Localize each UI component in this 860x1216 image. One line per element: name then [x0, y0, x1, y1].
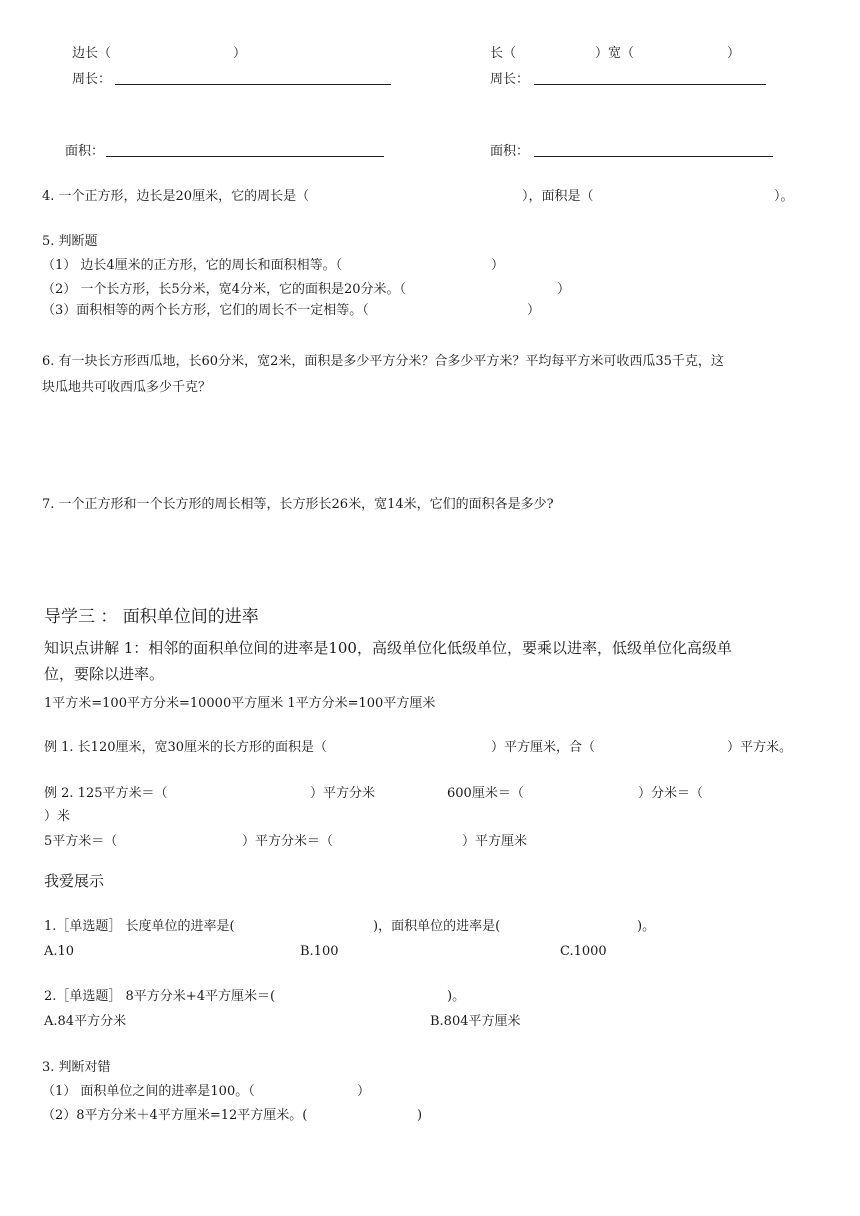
q5-item-3-close: ） [527, 303, 541, 318]
mc1-text-b: )，面积单位的进率是( [373, 919, 501, 934]
mc1-option-b[interactable]: B.100 [300, 944, 339, 959]
perimeter-answer-line-left[interactable] [115, 84, 391, 85]
ex1-text-a: 例 1. 长120厘米，宽30厘米的长方形的面积是（ [44, 740, 328, 755]
length-label: 长（ [490, 46, 517, 61]
q4-text-a: 4. 一个正方形，边长是20厘米，它的周长是（ [42, 189, 310, 204]
width-close: ） [727, 46, 741, 61]
show-title: 我爱展示 [44, 872, 105, 890]
q5-item-1: （1） 边长4厘米的正方形，它的周长和面积相等。（ [42, 258, 343, 273]
tf3-item-2-close: ) [417, 1108, 423, 1123]
ex2-text-h: ）平方厘米 [462, 834, 528, 849]
ex1-text-b: ）平方厘米，合（ [491, 740, 596, 755]
q5-item-2-close: ） [557, 282, 571, 297]
mc1-text-a: 1.［单选题］ 长度单位的进率是( [44, 919, 235, 934]
mc2-option-a[interactable]: A.84平方分米 [44, 1014, 127, 1029]
tf3-item-2: （2）8平方分米＋4平方厘米=12平方厘米。( [42, 1108, 308, 1123]
mc2-text-b: )。 [447, 989, 466, 1004]
q4-text-c: ）。 [774, 189, 794, 204]
ex2-text-e: ）米 [44, 809, 71, 824]
perimeter-label-right: 周长： [490, 72, 530, 87]
side-close: ） [233, 46, 247, 61]
q5-title: 5. 判断题 [42, 234, 98, 249]
q4-text-b: ），面积是（ [522, 189, 594, 204]
mc2-option-b[interactable]: B.804平方厘米 [430, 1014, 521, 1029]
conversion-formula: 1平方米=100平方分米=10000平方厘米 1平方分米=100平方厘米 [44, 696, 436, 711]
ex2-text-g: ）平方分米＝（ [242, 834, 334, 849]
tf3-title: 3. 判断对错 [42, 1060, 111, 1075]
ex2-text-c: 600厘米＝（ [447, 786, 524, 801]
q5-item-1-close: ） [491, 258, 505, 273]
perimeter-answer-line-right[interactable] [534, 84, 766, 85]
section-3-title: 导学三 ： 面积单位间的进率 [44, 607, 259, 627]
q7-text: 7. 一个正方形和一个长方形的周长相等，长方形长26米，宽14米，它们的面积各是多少? [42, 497, 554, 512]
knowledge-line-2: 位，要除以进率。 [44, 665, 165, 683]
q5-item-2: （2） 一个长方形，长5分米，宽4分米，它的面积是20分米。（ [42, 282, 406, 297]
area-answer-line-right[interactable] [534, 156, 773, 157]
knowledge-line-1: 知识点讲解 1：相邻的面积单位间的进率是100，高级单位化低级单位，要乘以进率，低级单位化高级单 [44, 639, 732, 657]
area-label-left: 面积： [65, 144, 105, 159]
ex1-text-c: ）平方米。 [727, 740, 793, 755]
mc1-option-c[interactable]: C.1000 [560, 944, 607, 959]
q6-line-2: 块瓜地共可收西瓜多少千克？ [42, 380, 212, 395]
tf3-item-1: （1） 面积单位之间的进率是100。（ [42, 1084, 255, 1099]
tf3-item-1-close: ） [357, 1084, 371, 1099]
q5-item-3: （3）面积相等的两个长方形，它们的周长不一定相等。（ [42, 303, 369, 318]
area-label-right: 面积： [490, 144, 530, 159]
ex2-text-a: 例 2. 125平方米＝（ [44, 786, 168, 801]
perimeter-label-left: 周长： [72, 72, 112, 87]
q6-line-1: 6. 有一块长方形西瓜地，长60分米，宽2米，面积是多少平方分米？合多少平方米？平均每平方米可收西瓜35千克，这 [42, 354, 724, 369]
mc2-text-a: 2.［单选题］ 8平方分米+4平方厘米＝( [44, 989, 276, 1004]
area-answer-line-left[interactable] [106, 156, 384, 157]
side-label: 边长（ [72, 46, 112, 61]
mc1-option-a[interactable]: A.10 [44, 944, 75, 959]
ex2-text-d: ）分米＝（ [638, 786, 704, 801]
mc1-text-c: )。 [637, 919, 656, 934]
width-label: ）宽（ [595, 46, 635, 61]
ex2-text-b: ）平方分米 [310, 786, 376, 801]
ex2-text-f: 5平方米＝（ [44, 834, 118, 849]
